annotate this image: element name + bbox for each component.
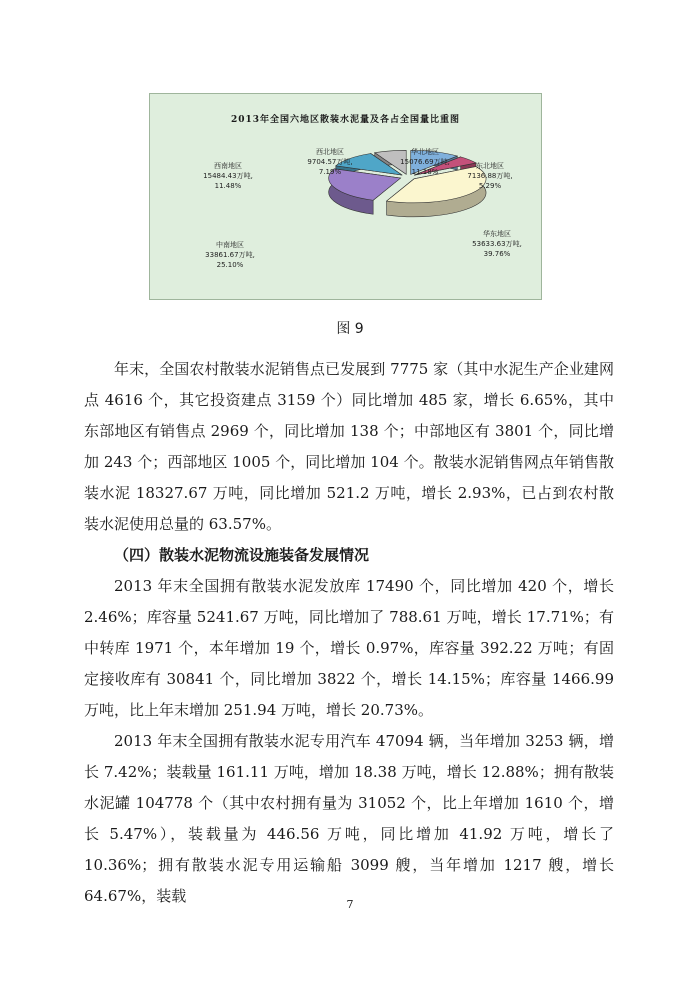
slice-label: 7136.88万吨,: [467, 172, 513, 180]
paragraph-vehicles: 2013 年末全国拥有散装水泥专用汽车 47094 辆，当年增加 3253 辆，增长 7.42%；装载量 161.11 万吨，增加 18.38 万吨，增长 12.88%；拥有散装水泥罐 104778 个（其中农村拥有量为 31052 个，比上年增加 1610 个，增长 5.47%），装载量为 446.56 万吨，同比增加 41.92 万吨，增长了 10.36%；拥有散装水泥专用运输船 3099 艘，当年增加 1217 艘，增长 64.67%，装载: [84, 732, 614, 905]
paragraph-rural-outlets: 年末，全国农村散装水泥销售点已发展到 7775 家（其中水泥生产企业建网点 4616 个，其它投资建点 3159 个）同比增加 485 家，增长 6.65%，其中东部地区有销售点 2969 个，同比增加 138 个；中部地区有 3801 个，同比增加 243 个；西部地区 1005 个，同比增加 104 个。散装水泥销售网点年销售散装水泥 18327.67 万吨，同比增加 521.2 万吨，增长 2.93%，已占到农村散装水泥使用总量的 63.57%。: [84, 360, 614, 533]
slice-label: 东北地区: [476, 162, 504, 170]
slice-label: 5.29%: [478, 182, 502, 190]
slice-label: 华东地区: [483, 230, 511, 238]
slice-label: 15076.69万吨,: [400, 158, 450, 166]
slice-label: 7.19%: [318, 168, 342, 176]
slice-label: 25.10%: [216, 261, 244, 269]
body-text: [84, 354, 614, 912]
paragraph-storage: 2013 年末全国拥有散装水泥发放库 17490 个，同比增加 420 个，增长 2.46%；库容量 5241.67 万吨，同比增加了 788.61 万吨，增长 17.71%；有中转库 1971 个，本年增加 19 个，增长 0.97%，库容量 392.22 万吨；有固定接收库有 30841 个，同比增加 3822 个，增长 14.15%；库容量 1466.99 万吨，比上年末增加 251.94 万吨，增长 20.73%。: [84, 577, 614, 719]
slice-label: 西南地区: [214, 162, 242, 170]
slice-label: 西北地区: [316, 148, 344, 156]
slice-label: 中南地区: [216, 241, 244, 249]
slice-label: 53633.63万吨,: [472, 240, 522, 248]
slice-label: 39.76%: [483, 250, 511, 258]
slice-label: 11.48%: [214, 182, 242, 190]
slice-label: 15484.43万吨,: [203, 172, 253, 180]
pie-chart: [149, 93, 542, 300]
slice-label: 33861.67万吨,: [205, 251, 255, 259]
slice-label: 9704.57万吨,: [307, 158, 353, 166]
slice-label: 华北地区: [411, 148, 439, 156]
page-number: 7: [346, 898, 354, 911]
chart-title: 2013年全国六地区散装水泥量及各占全国量比重图: [230, 115, 461, 125]
section-heading: （四）散装水泥物流设施装备发展情况: [114, 546, 370, 564]
slice-label: 11.18%: [411, 168, 439, 176]
figure-caption: 图 9: [336, 321, 364, 337]
